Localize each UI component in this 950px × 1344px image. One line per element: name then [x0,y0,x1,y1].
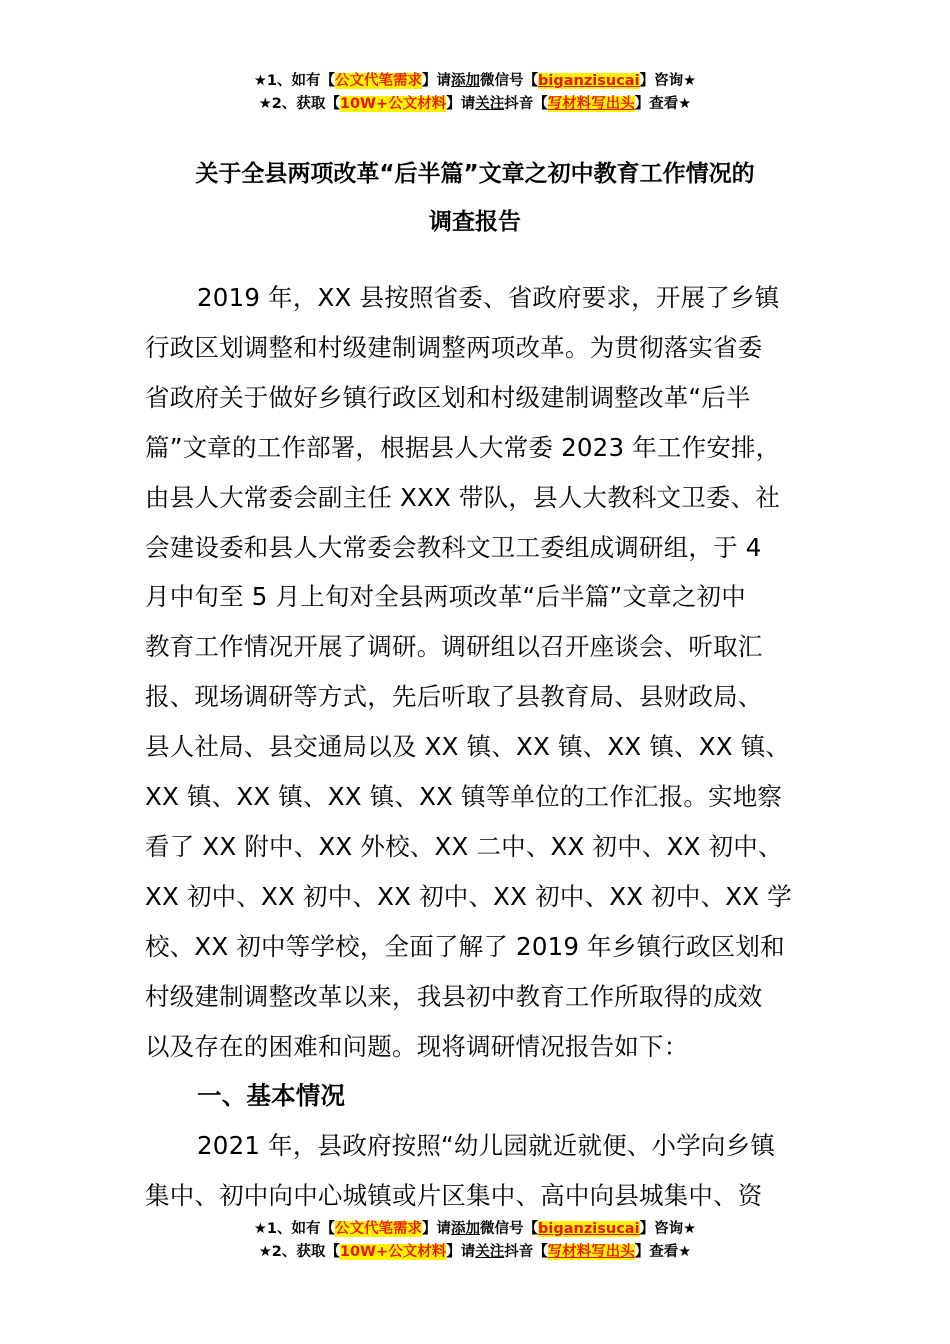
promo-highlight: 公文代笔需求 [335,1221,423,1237]
promo-banner-top [0,70,950,116]
promo-text: ★1、如有【 [253,73,336,89]
promo-line-2 [0,93,950,116]
paragraph-line: 篇”文章的工作部署，根据县人大常委 2023 年工作安排， [145,432,781,462]
paragraph-line: XX 镇、XX 镇、XX 镇、XX 镇等单位的工作汇报。实地察 [145,782,783,811]
promo-text: 抖音【 [504,1244,548,1260]
document-title-line-1: 关于全县两项改革“后半篇”文章之初中教育工作情况的 [195,161,755,187]
promo-underline: 添加 [451,73,481,89]
promo-text: 】查看★ [634,1244,692,1260]
paragraph-line: 由县人大常委会副主任 XXX 带队，县人大教科文卫委、社 [145,482,781,512]
promo-text: 抖音【 [504,96,548,112]
document-title-line-2: 调查报告 [429,209,521,235]
promo-highlight: 公文代笔需求 [335,73,423,89]
paragraph-line: 村级建制调整改革以来，我县初中教育工作所取得的成效 [145,981,763,1011]
paragraph-line: 2021 年，县政府按照“幼儿园就近就便、小学向乡镇 [197,1131,776,1161]
promo-underline: 添加 [451,1221,481,1237]
promo-text: 】咨询★ [639,1221,697,1237]
paragraph-line: 会建设委和县人大常委会教科文卫工委组成调研组，于 4 [145,532,762,562]
promo-text: 】查看★ [634,96,692,112]
promo-underline: 关注 [475,1244,505,1260]
paragraph-line: 集中、初中向中心城镇或片区集中、高中向县城集中、资 [145,1181,763,1211]
paragraph-line: XX 初中、XX 初中、XX 初中、XX 初中、XX 初中、XX 学 [145,881,792,911]
paragraph-line: 2019 年，XX 县按照省委、省政府要求，开展了乡镇 [197,283,780,312]
douyin-id: 写材料写出头 [547,1244,635,1260]
promo-line-1 [0,70,950,93]
promo-underline: 关注 [475,96,505,112]
promo-text: 】请 [422,1221,452,1237]
paragraph-line: 教育工作情况开展了调研。调研组以召开座谈会、听取汇 [145,632,763,662]
section-heading: 一、基本情况 [197,1081,346,1111]
paragraph-line: 行政区划调整和村级建制调整两项改革。为贯彻落实省委 [145,332,763,362]
promo-line-1 [0,1218,950,1241]
paragraph-line: 县人社局、县交通局以及 XX 镇、XX 镇、XX 镇、XX 镇、 [145,732,791,762]
paragraph-line: 省政府关于做好乡镇行政区划和村级建制调整改革“后半 [145,382,751,412]
promo-text: ★2、获取【 [258,96,340,112]
promo-line-2 [0,1241,950,1264]
promo-text: 微信号【 [480,73,539,89]
paragraph-line: 月中旬至 5 月上旬对全县两项改革“后半篇”文章之初中 [145,582,746,612]
paragraph-line: 报、现场调研等方式，先后听取了县教育局、县财政局、 [145,682,763,712]
promo-highlight: 10W+公文材料 [339,1244,447,1260]
promo-banner-bottom [0,1218,950,1264]
promo-text: 】请 [446,1244,476,1260]
promo-text: ★1、如有【 [253,1221,336,1237]
douyin-id: 写材料写出头 [547,96,635,112]
paragraph-line: 校、XX 初中等学校，全面了解了 2019 年乡镇行政区划和 [145,931,785,961]
promo-text: ★2、获取【 [258,1244,340,1260]
promo-text: 】请 [422,73,452,89]
promo-text: 微信号【 [480,1221,539,1237]
paragraph-line: 以及存在的困难和问题。现将调研情况报告如下： [145,1031,689,1061]
paragraph-line: 看了 XX 附中、XX 外校、XX 二中、XX 初中、XX 初中、 [145,831,783,861]
promo-text: 】咨询★ [639,73,697,89]
wechat-id: biganzisucai [538,1221,640,1237]
wechat-id: biganzisucai [538,73,640,89]
promo-text: 】请 [446,96,476,112]
promo-highlight: 10W+公文材料 [339,96,447,112]
